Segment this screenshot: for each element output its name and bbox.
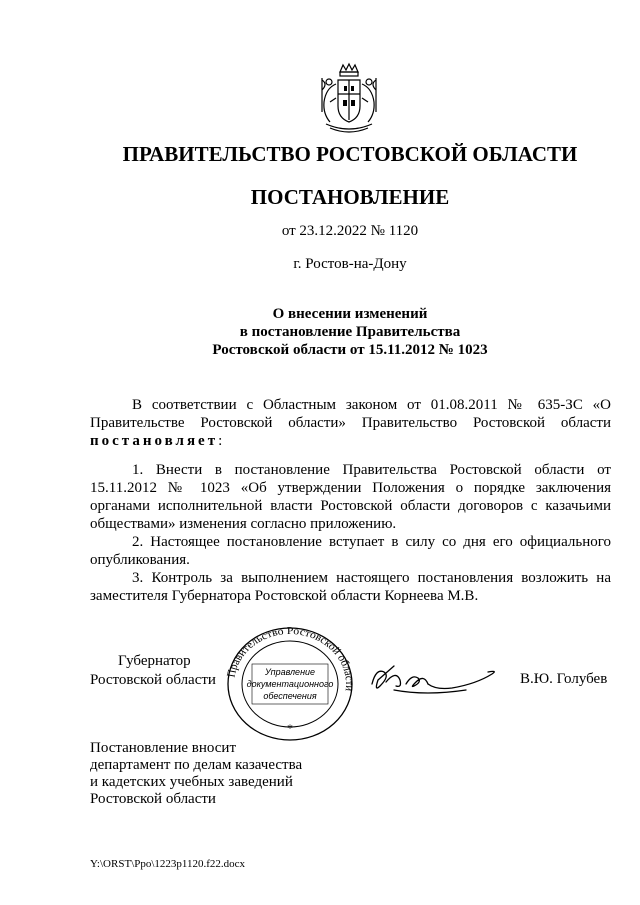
contributor-line: Ростовской области <box>90 791 216 807</box>
resolution-item: 1. Внести в постановление Правительства Ростовской области от 15.11.2012 № 1023 «Об утверждении Положения о порядке заключения органами исполнительной власти Ростовской области договоров с казачьими обществами» изменения согласно приложению. <box>90 462 611 532</box>
document-subject <box>0 305 640 359</box>
document-type: ПОСТАНОВЛЕНИЕ <box>250 185 450 209</box>
resolution-items <box>90 461 611 605</box>
position-line: Губернатор <box>118 653 191 669</box>
seal-ring-text: Правительство Ростовской области <box>224 625 356 692</box>
official-seal <box>222 624 358 742</box>
file-path: Y:\ORST\Ppo\1223p1120.f22.docx <box>90 858 246 870</box>
seal-inner-line: документационного <box>246 679 334 689</box>
preamble-paragraph <box>90 396 611 450</box>
resolution-item: 2. Настоящее постановление вступает в силу со дня его официального опубликования. <box>90 534 611 568</box>
seal-inner-line: обеспечения <box>263 691 317 701</box>
subject-line: О внесении изменений <box>272 306 428 322</box>
subject-line: в постановление Правительства <box>239 324 461 340</box>
resolution-item: 3. Контроль за выполнением настоящего постановления возложить на заместителя Губернатора Ростовской области Корнеева М.В. <box>90 570 611 604</box>
resolves-word: постановляет <box>90 433 219 449</box>
contributor-line: Постановление вносит <box>90 740 237 756</box>
position-line: Ростовской области <box>90 672 216 688</box>
preamble-text: В соответствии с Областным законом от 01.08.2011 № 635-ЗС «О Правительстве Ростовской области» Правительство Ростовской области <box>90 397 611 431</box>
signatory-name: В.Ю. Голубев <box>520 671 608 687</box>
contributor-line: и кадетских учебных заведений <box>90 774 293 790</box>
document-contributor <box>90 740 302 808</box>
contributor-line: департамент по делам казачества <box>90 757 303 773</box>
handwritten-signature <box>366 660 506 700</box>
rostov-oblast-coat-of-arms-icon <box>316 62 382 136</box>
seal-star: * <box>287 721 293 735</box>
document-place: г. Ростов-на-Дону <box>293 256 407 272</box>
document-date-number: от 23.12.2022 № 1120 <box>281 223 419 239</box>
subject-line: Ростовской области от 15.11.2012 № 1023 <box>212 342 488 358</box>
signatory-position <box>90 652 216 690</box>
organization-title: ПРАВИТЕЛЬСТВО РОСТОВСКОЙ ОБЛАСТИ <box>122 142 578 166</box>
seal-inner-line: Управление <box>264 667 316 677</box>
resolves-colon: : <box>218 433 223 449</box>
